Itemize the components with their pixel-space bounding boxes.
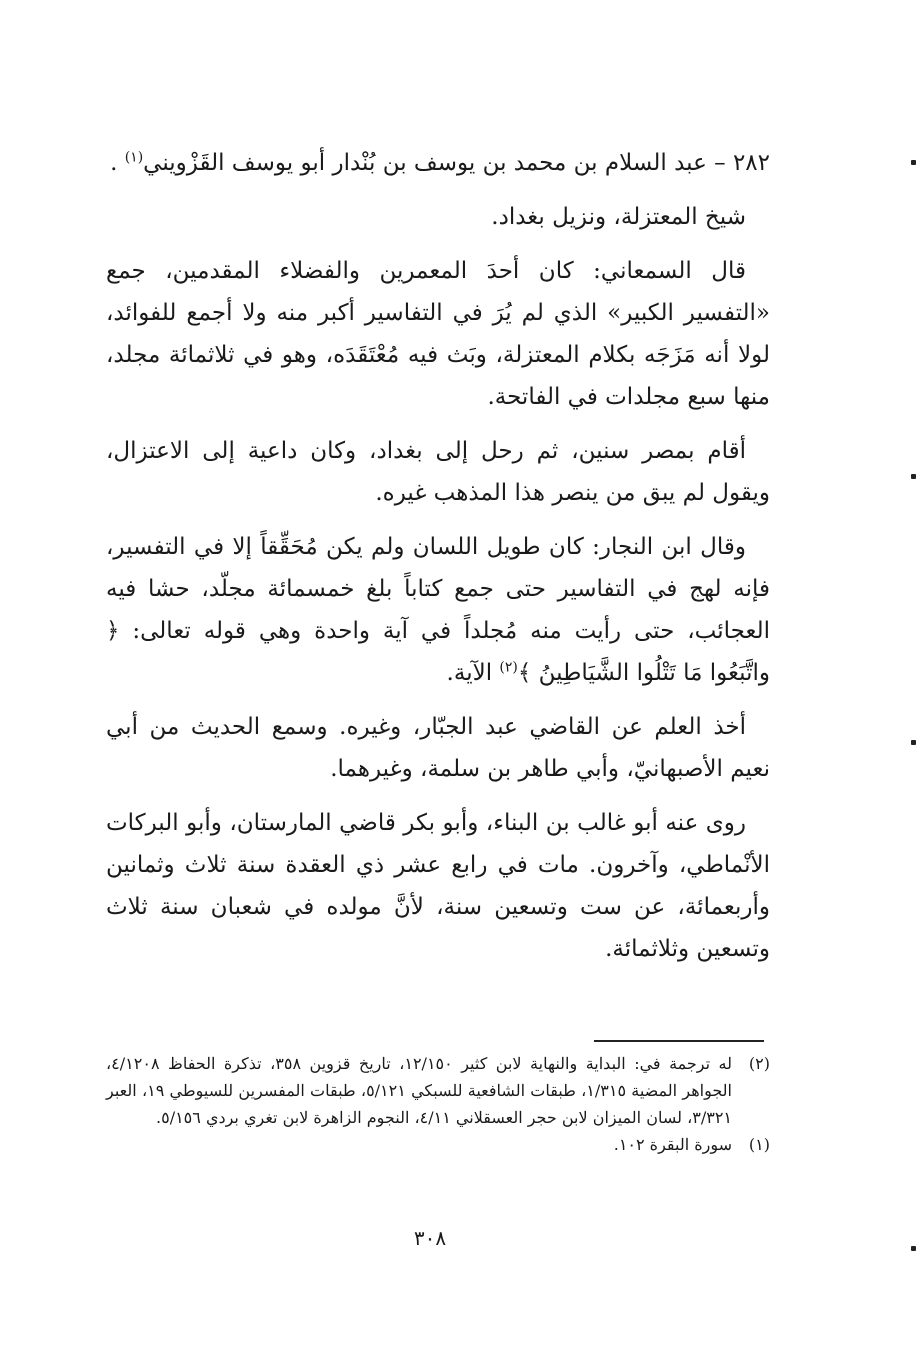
footnote-divider	[594, 1040, 764, 1042]
footnote-number: (٢)	[748, 1054, 770, 1073]
margin-mark	[911, 1246, 916, 1251]
footnote-ref: (١)	[124, 149, 144, 166]
footnote	[106, 1050, 770, 1131]
footnote-text: له ترجمة في: البداية والنهاية لابن كثير ١٢/١٥٠، تاريخ قزوين ٣٥٨، تذكرة الحفاظ ٤/١٢٠٨، الجواهر المضية ١/٣١٥، طبقات الشافعية للسبكي ٥/١٢١، طبقات المفسرين للسيوطي ١٩، العبر ٣/٣٢١، لسان الميزان لابن حجر العسقلاني ٤/١١، النجوم الزاهرة لابن تغري بردي ٥/١٥٦.	[106, 1054, 733, 1127]
entry-heading: ٢٨٢ – عبد السلام بن محمد بن يوسف بن بُنْدار أبو يوسف القَزْويني$^{(١)}$ .	[110, 149, 770, 176]
footnote	[106, 1131, 770, 1158]
margin-mark	[911, 160, 916, 165]
footnote-text: سورة البقرة ١٠٢.	[613, 1135, 732, 1154]
paragraph: قال السمعاني: كان أحدَ المعمرين والفضلاء المقدمين، جمع «التفسير الكبير» الذي لم يُرَ في التفاسير أكبر منه ولا أجمع للفوائد، لولا أنه مَزَجَه بكلام المعتزلة، وبَث فيه مُعْتَقَدَه، وهو في ثلاثمائة مجلد، منها سبع مجلدات في الفاتحة.	[106, 258, 770, 410]
footnote-number: (١)	[748, 1135, 770, 1154]
main-text	[106, 142, 770, 982]
page-number: ٣٠٨	[413, 1226, 447, 1250]
margin-mark	[911, 740, 916, 745]
paragraph: شيخ المعتزلة، ونزيل بغداد.	[491, 204, 746, 230]
margin-mark	[911, 474, 916, 479]
paragraph: أقام بمصر سنين، ثم رحل إلى بغداد، وكان داعية إلى الاعتزال، ويقول لم يبق من ينصر هذا المذهب غيره.	[106, 438, 770, 506]
footnotes	[106, 1050, 770, 1158]
paragraph: أخذ العلم عن القاضي عبد الجبّار، وغيره. وسمع الحديث من أبي نعيم الأصبهانيّ، وأبي طاهر بن سلمة، وغيرهما.	[106, 714, 770, 782]
paragraph-ibn-najjar: وقال ابن النجار: كان طويل اللسان ولم يكن مُحَقِّقاً إلا في التفسير، فإنه لهج في التفاسير حتى جمع كتاباً بلغ خمسمائة مجلّد، حشا فيه العجائب، حتى رأيت منه مُجلداً في آية واحدة وهي قوله تعالى: ﴿ واتَّبَعُوا مَا تَتْلُوا الشَّيَاطِينُ ﴾$^{(٢)}$ الآية.	[106, 534, 770, 686]
footnote-ref: (٢)	[499, 659, 518, 676]
paragraph: روى عنه أبو غالب بن البناء، وأبو بكر قاضي المارستان، وأبو البركات الأنْماطي، وآخرون. مات في رابع عشر ذي العقدة سنة ثلاث وثمانين وأربعمائة، عن ست وتسعين سنة، لأنَّ مولده في شعبان سنة ثلاث وتسعين وثلاثمائة.	[106, 810, 770, 962]
